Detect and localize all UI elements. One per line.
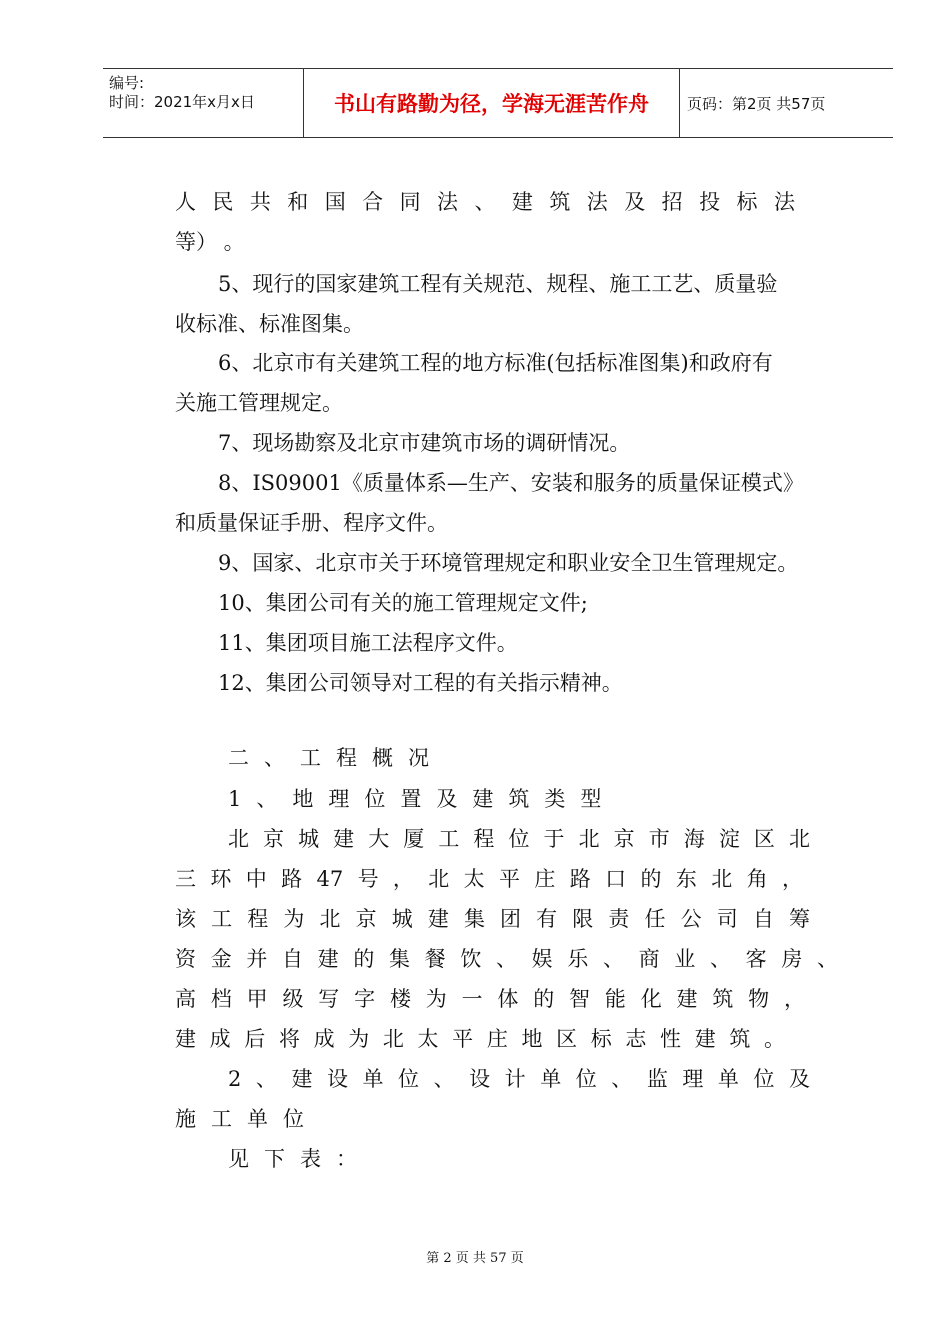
body-line: 5、现行的国家建筑工程有关规范、规程、施工工艺、质量验	[218, 272, 778, 296]
motto-text: 书山有路勤为径，学海无涯苦作舟	[303, 69, 680, 137]
body-line: 高档甲级写字楼为一体的智能化建筑物，	[175, 987, 805, 1011]
header-info-cell	[103, 69, 303, 137]
body-line: 8、IS09001《质量体系—生产、安装和服务的质量保证模式》	[218, 471, 804, 495]
page-code: 页码：第2页 共57页	[687, 94, 826, 113]
body-line: 见下表：	[228, 1147, 372, 1171]
body-line: 12、集团公司领导对工程的有关指示精神。	[218, 671, 623, 695]
body-line: 6、北京市有关建筑工程的地方标准(包括标准图集)和政府有	[218, 351, 773, 375]
section-heading: 二、工程概况	[228, 746, 444, 770]
body-line: 收标准、标准图集。	[175, 312, 364, 336]
subsection-heading: 1、地理位置及建筑类型	[228, 787, 617, 811]
body-line: 9、国家、北京市关于环境管理规定和职业安全卫生管理规定。	[218, 551, 799, 575]
body-line: 建成后将成为北太平庄地区标志性建筑。	[175, 1027, 785, 1051]
number-label: 编号:	[109, 74, 145, 92]
body-line: 北京城建大厦工程位于北京市海淀区北	[228, 827, 810, 851]
body-line: 11、集团项目施工法程序文件。	[218, 631, 518, 655]
body-line: 10、集团公司有关的施工管理规定文件;	[218, 591, 588, 615]
body-line: 7、现场勘察及北京市建筑市场的调研情况。	[218, 431, 631, 455]
time-label: 时间：2021年x月x日	[109, 93, 255, 111]
header-table	[103, 68, 893, 138]
page-footer: 第 2 页 共 57 页	[426, 1251, 524, 1266]
body-line: 关施工管理规定。	[175, 391, 343, 415]
body-line: 人民共和国合同法、建筑法及招投标法	[175, 190, 810, 214]
body-line: 和质量保证手册、程序文件。	[175, 511, 448, 535]
body-line: 三环中路47号，北太平庄路口的东北角，	[175, 867, 803, 891]
body-line: 该工程为北京城建集团有限责任公司自筹	[175, 907, 810, 931]
body-line: 施工单位	[175, 1107, 319, 1131]
body-line: 2、建设单位、设计单位、监理单位及	[228, 1067, 810, 1091]
body-line: 资金并自建的集餐饮、娱乐、商业、客房、	[175, 947, 838, 971]
body-line: 等） 。	[175, 230, 245, 254]
